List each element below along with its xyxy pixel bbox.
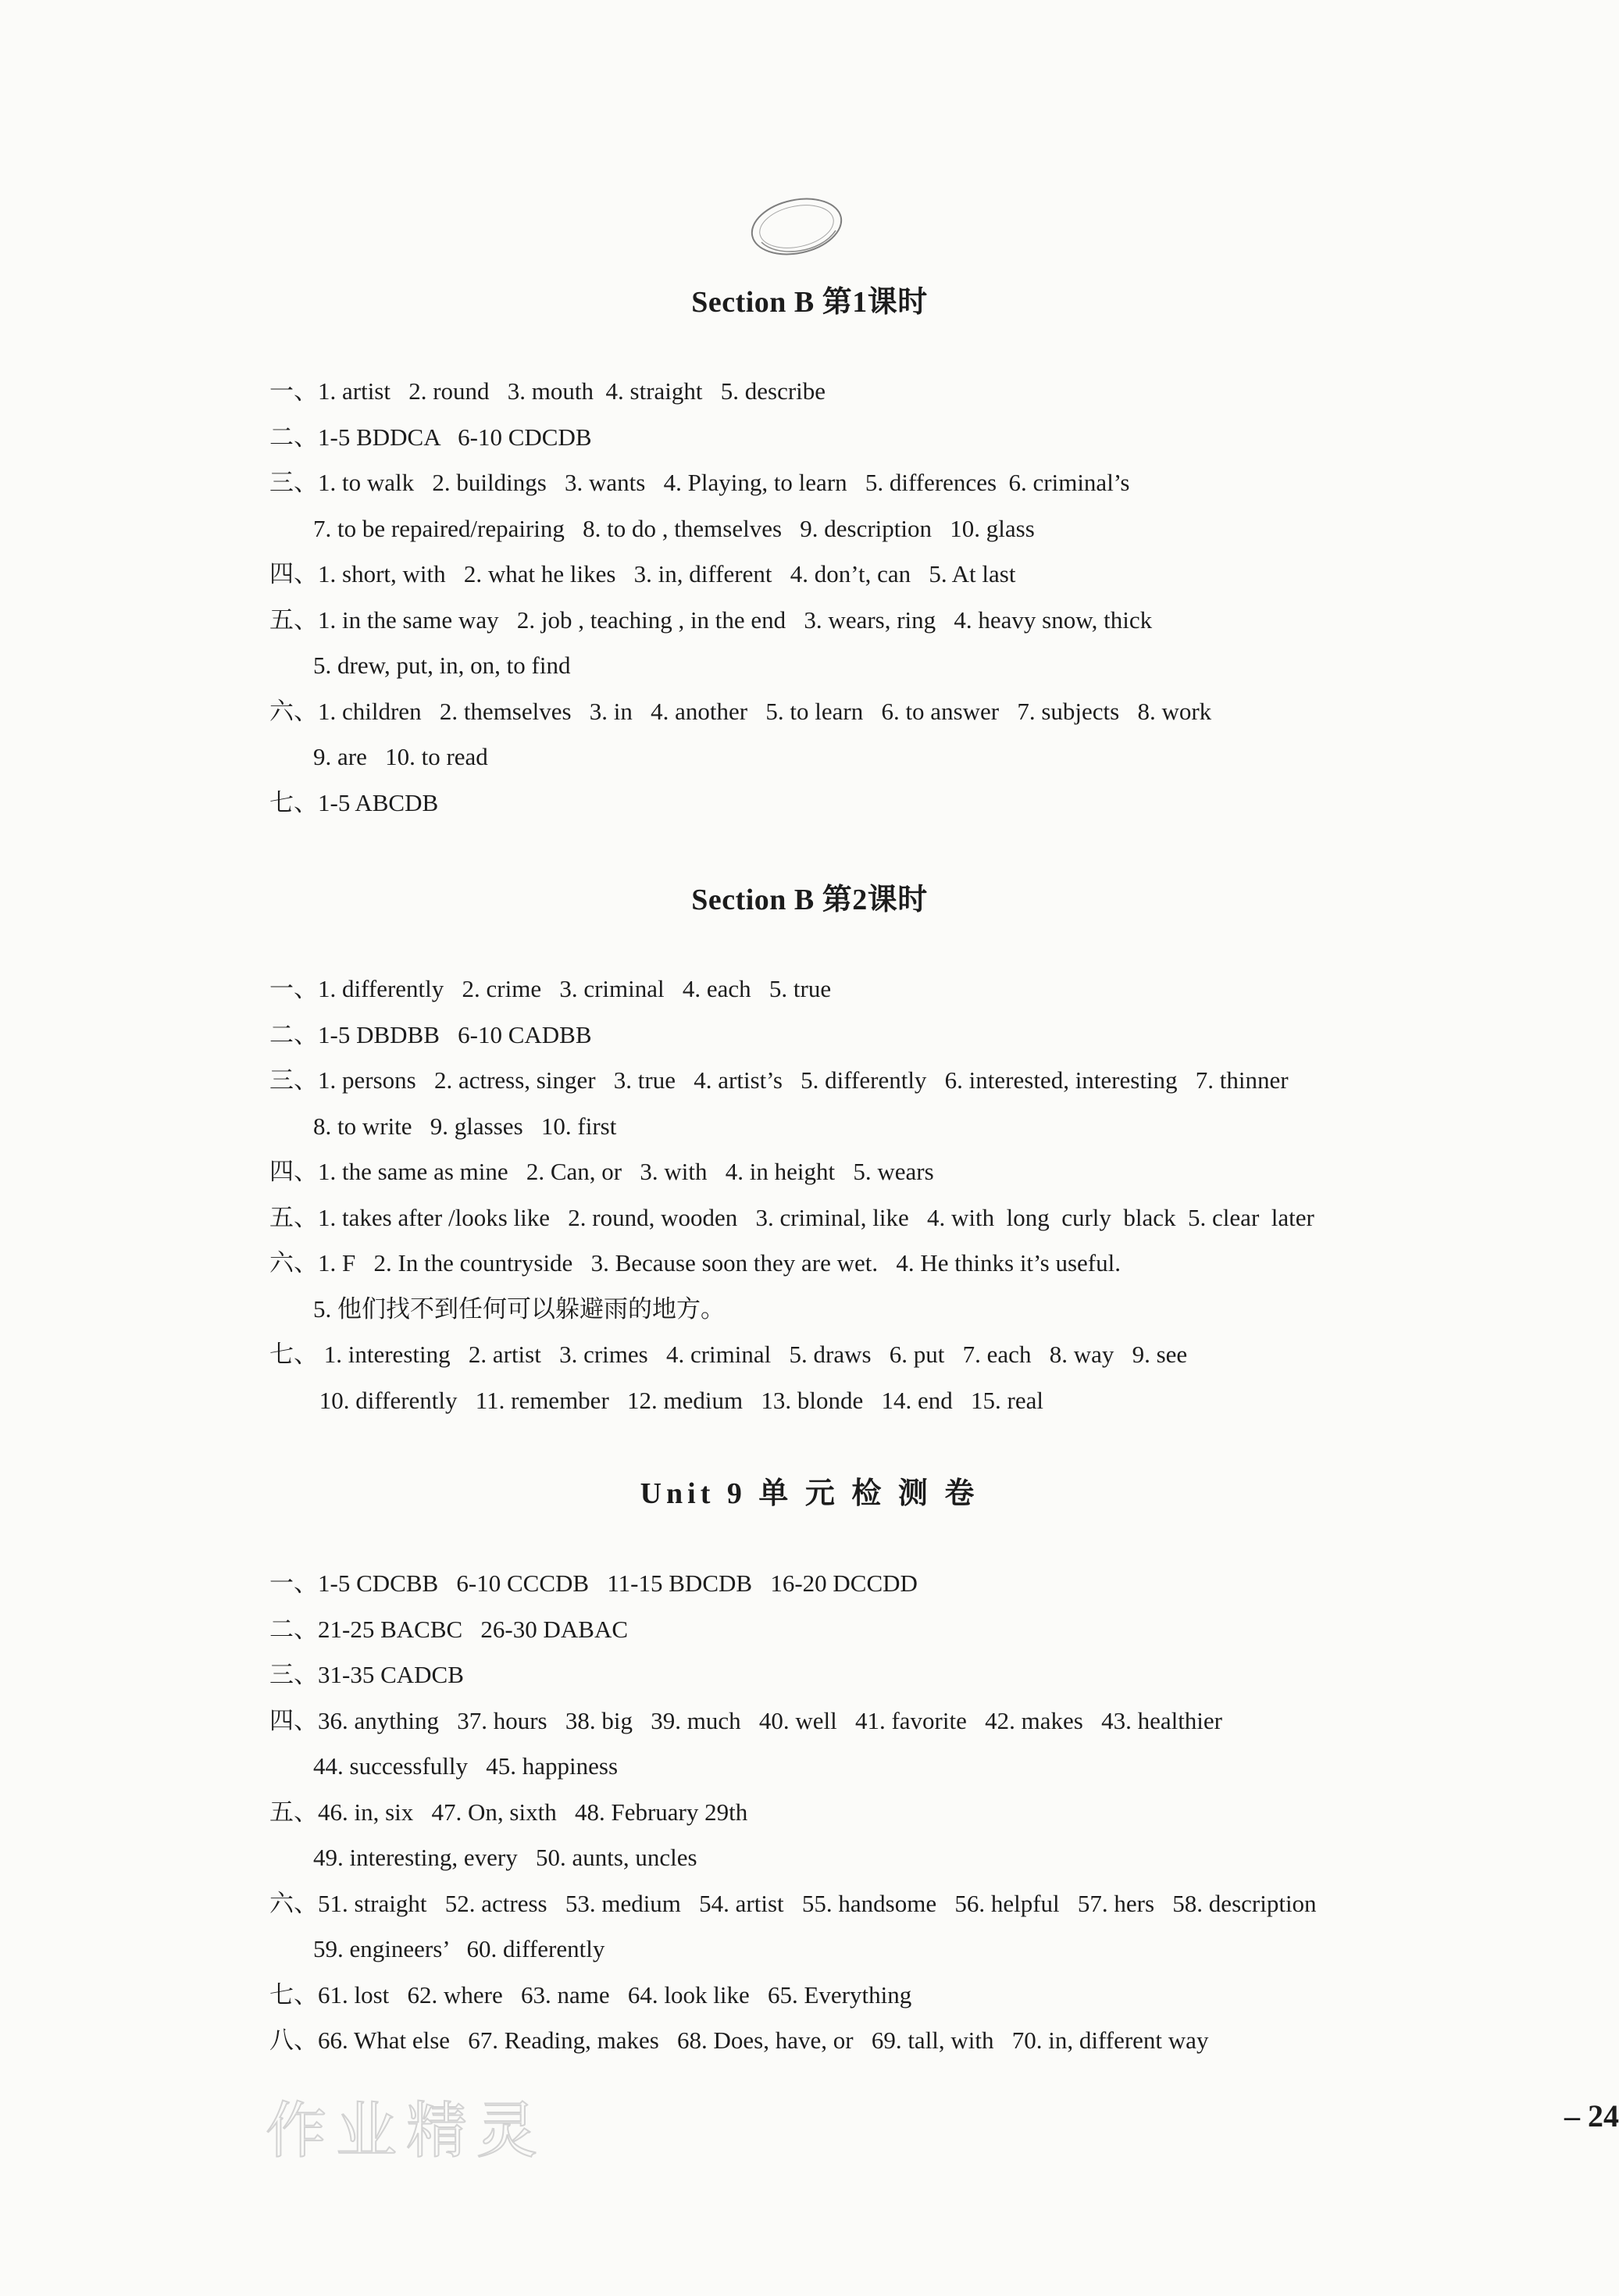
answer-items: 1. artist 2. round 3. mouth 4. straight 5. describe <box>318 377 826 405</box>
answer-line <box>269 1652 1582 1698</box>
answer-items: 44. successfully 45. happiness <box>313 1752 619 1780</box>
answer-line <box>269 415 1582 461</box>
question-group-marker: 五、 <box>269 605 318 634</box>
answer-items: 1. in the same way 2. job , teaching , in the end 3. wears, ring 4. heavy snow, thick <box>318 605 1153 634</box>
question-group-marker: 五、 <box>269 1798 318 1826</box>
question-group-marker: 三、 <box>269 1066 318 1094</box>
watermark: 作业精灵 <box>266 2096 547 2166</box>
answer-items: 21-25 BACBC 26-30 DABAC <box>318 1615 629 1643</box>
answer-items: 9. are 10. to read <box>313 743 488 770</box>
answer-items: 1-5 CDCBB 6-10 CCCDB 11-15 BDCDB 16-20 DCCDD <box>318 1569 918 1597</box>
question-group-marker: 七、 <box>269 788 318 816</box>
answer-line <box>269 966 1582 1012</box>
question-group-marker: 二、 <box>269 1615 318 1643</box>
answer-items: 1. F 2. In the countryside 3. Because soon they are wet. 4. He thinks it’s useful. <box>318 1249 1121 1277</box>
question-group-marker: 五、 <box>269 1203 318 1231</box>
answer-items: 1-5 DBDBB 6-10 CADBB <box>318 1020 592 1048</box>
answer-line <box>269 1790 1582 1836</box>
answer-items: 51. straight 52. actress 53. medium 54. artist 55. handsome 56. helpful 57. hers 58. description <box>318 1889 1317 1917</box>
question-group-marker: 七、 <box>269 1341 318 1368</box>
answer-line <box>269 552 1582 598</box>
section-1-answers <box>269 369 1582 826</box>
question-group-marker: 七、 <box>269 1980 318 2009</box>
answer-line <box>269 689 1582 735</box>
answer-line-continuation <box>269 1378 1582 1424</box>
question-group-marker: 二、 <box>269 1020 318 1048</box>
section-title-2: Section B 第2课时 <box>691 884 928 916</box>
question-group-marker: 三、 <box>269 1661 318 1688</box>
question-group-marker: 六、 <box>269 1889 318 1917</box>
answer-line-continuation <box>269 1835 1582 1881</box>
answer-items: 1. children 2. themselves 3. in 4. another 5. to learn 6. to answer 7. subjects 8. work <box>318 697 1212 725</box>
section-3-answers <box>269 1561 1582 2064</box>
answer-items: 5. 他们找不到任何可以躲避雨的地方。 <box>313 1294 725 1323</box>
answer-items: 46. in, six 47. On, sixth 48. February 29th <box>318 1798 748 1826</box>
answer-items: 66. What else 67. Reading, makes 68. Does, have, or 69. tall, with 70. in, different way <box>318 2026 1209 2054</box>
answer-items: 1. persons 2. actress, singer 3. true 4. artist’s 5. differently 6. interested, interesting 7. thinner <box>318 1066 1289 1094</box>
answer-items: 7. to be repaired/repairing 8. to do , themselves 9. description 10. glass <box>313 514 1035 542</box>
answer-items: 1. the same as mine 2. Can, or 3. with 4. in height 5. wears <box>318 1158 934 1185</box>
answer-items: 36. anything 37. hours 38. big 39. much 40. well 41. favorite 42. makes 43. healthier <box>318 1706 1223 1734</box>
question-group-marker: 一、 <box>269 1569 318 1597</box>
answer-line-continuation <box>269 1287 1582 1333</box>
answer-line <box>269 2018 1582 2064</box>
answer-items: 61. lost 62. where 63. name 64. look like 65. Everything <box>318 1980 912 2009</box>
answer-items: 31-35 CADCB <box>318 1661 464 1688</box>
question-group-marker: 三、 <box>269 469 318 496</box>
answer-line <box>269 1332 1582 1378</box>
question-group-marker: 八、 <box>269 2026 318 2054</box>
answer-line <box>269 780 1582 827</box>
answer-line <box>269 369 1582 415</box>
answer-line-continuation <box>269 643 1582 689</box>
question-group-marker: 一、 <box>269 975 318 1002</box>
answer-line <box>269 1149 1582 1195</box>
section-2-answers <box>269 966 1582 1423</box>
answer-line-continuation <box>269 1926 1582 1973</box>
answer-line <box>269 1241 1582 1287</box>
answer-line <box>269 1881 1582 1927</box>
answer-line <box>269 598 1582 644</box>
answer-items: 59. engineers’ 60. differently <box>313 1935 605 1962</box>
answer-items: 1. takes after /looks like 2. round, wooden 3. criminal, like 4. with long curly black 5. clear later <box>318 1203 1314 1231</box>
section-title-1: Section B 第1课时 <box>691 286 928 319</box>
answer-line-continuation <box>269 506 1582 552</box>
question-group-marker: 六、 <box>269 697 318 725</box>
question-group-marker: 四、 <box>269 560 318 587</box>
question-group-marker: 四、 <box>269 1158 318 1185</box>
page-number: – 24 <box>1564 2098 1619 2134</box>
answer-items: 5. drew, put, in, on, to find <box>313 652 571 679</box>
answer-line <box>269 1698 1582 1744</box>
answer-items: 1. to walk 2. buildings 3. wants 4. Playing, to learn 5. differences 6. criminal’s <box>318 469 1130 496</box>
answer-line-continuation <box>269 734 1582 780</box>
logo-stamp <box>746 187 847 262</box>
answer-line <box>269 1607 1582 1653</box>
question-group-marker: 六、 <box>269 1249 318 1277</box>
question-group-marker: 一、 <box>269 377 318 405</box>
answer-items: 1. interesting 2. artist 3. crimes 4. criminal 5. draws 6. put 7. each 8. way 9. see <box>318 1341 1188 1368</box>
question-group-marker: 二、 <box>269 423 318 451</box>
answer-line <box>269 1195 1582 1241</box>
answer-items: 1-5 BDDCA 6-10 CDCDB <box>318 423 592 451</box>
answer-items: 8. to write 9. glasses 10. first <box>313 1112 617 1140</box>
section-title-3: Unit 9 单 元 检 测 卷 <box>640 1477 979 1510</box>
answer-line-continuation <box>269 1744 1582 1790</box>
answer-items: 1-5 ABCDB <box>318 788 439 816</box>
answer-line <box>269 1058 1582 1104</box>
answer-items: 1. short, with 2. what he likes 3. in, different 4. don’t, can 5. At last <box>318 560 1016 587</box>
question-group-marker: 四、 <box>269 1706 318 1734</box>
answer-items: 49. interesting, every 50. aunts, uncles <box>313 1844 697 1871</box>
answer-items: 10. differently 11. remember 12. medium 13. blonde 14. end 15. real <box>313 1386 1043 1414</box>
answer-line <box>269 460 1582 506</box>
answer-items: 1. differently 2. crime 3. criminal 4. each 5. true <box>318 975 832 1002</box>
answer-line <box>269 1561 1582 1607</box>
answer-line <box>269 1973 1582 2019</box>
answer-line-continuation <box>269 1104 1582 1150</box>
answer-line <box>269 1012 1582 1059</box>
